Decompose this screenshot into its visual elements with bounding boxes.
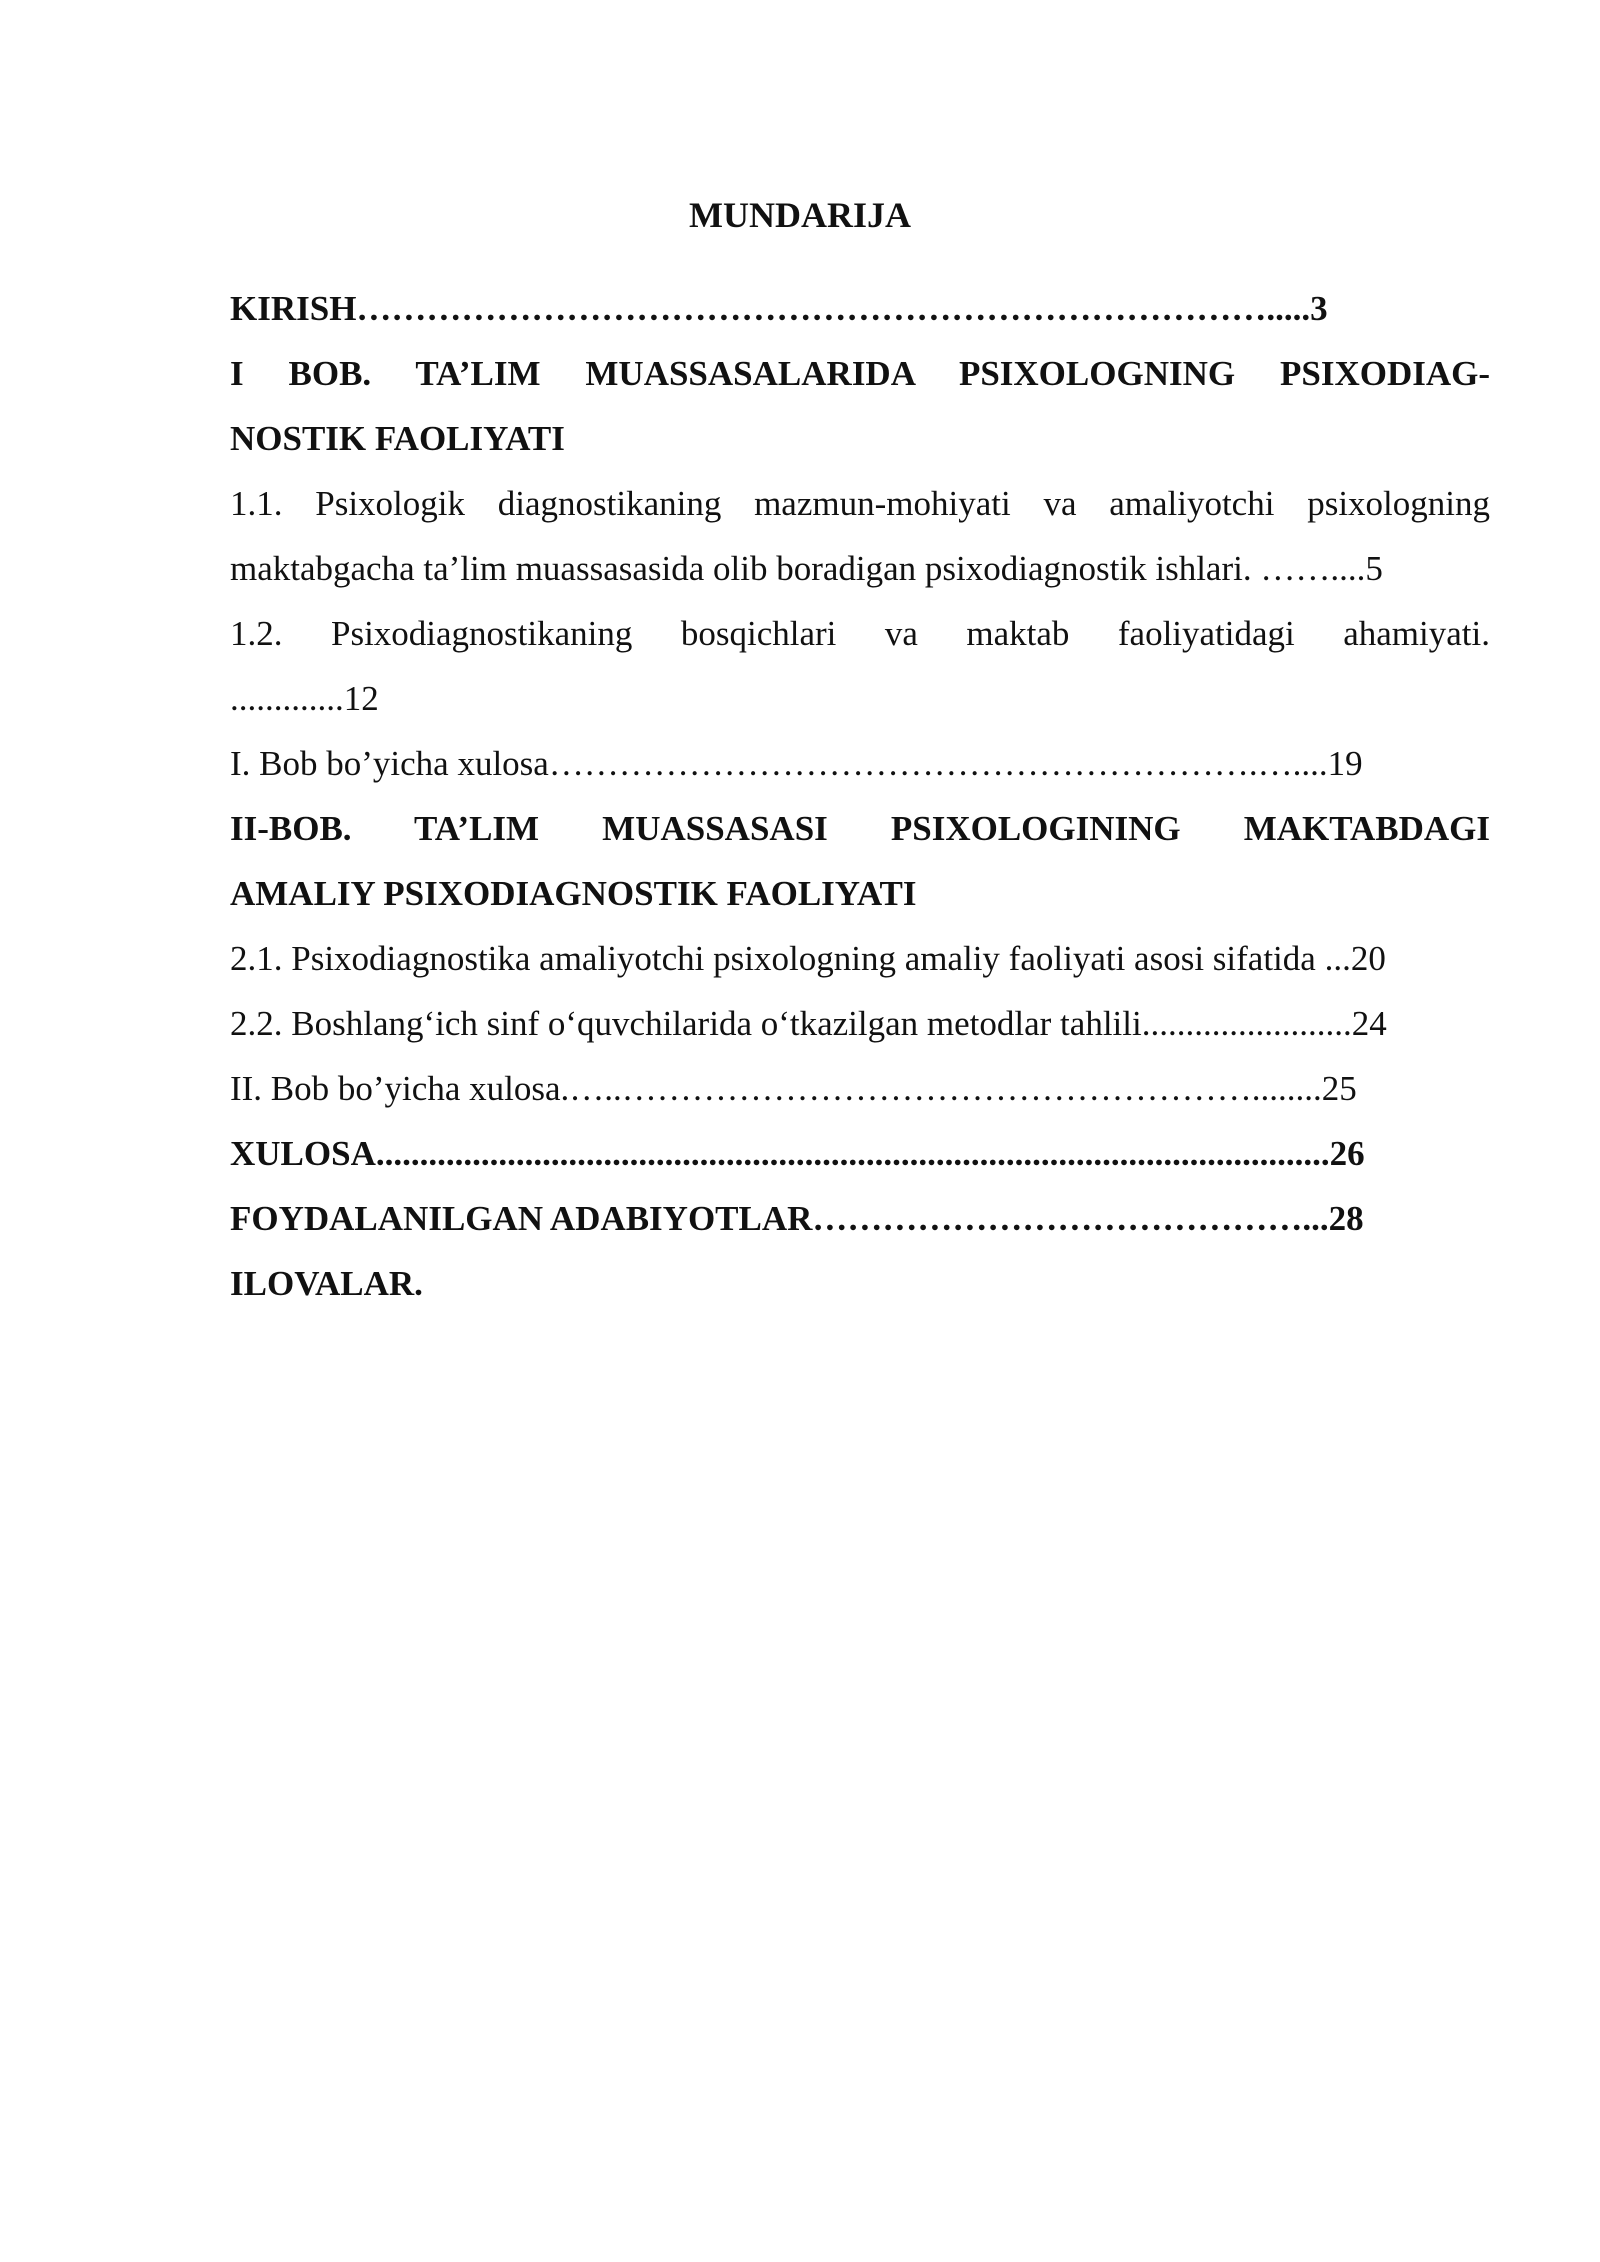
toc-section-1-1-line-1: 1.1. Psixologik diagnostikaning mazmun-mohiyati va amaliyotchi psixologning xyxy=(230,484,1490,523)
table-of-contents xyxy=(230,276,1490,1316)
toc-chapter-1-conclusion: I. Bob bo’yicha xulosa…………………………………………………….…....19 xyxy=(230,744,1363,783)
toc-entry-xulosa: XULOSA.............................................................................................................26 xyxy=(230,1134,1365,1173)
toc-section-1-1-line-2: maktabgacha ta’lim muassasasida olib boradigan psixodiagnostik ishlari. ……....5 xyxy=(230,549,1383,588)
toc-chapter-2-conclusion: II. Bob bo’yicha xulosa.…..………………………………………………........25 xyxy=(230,1069,1357,1108)
toc-chapter-2-heading-line-1: II-BOB. TA’LIM MUASSASASI PSIXOLOGINING MAKTABDAGI xyxy=(230,809,1490,848)
toc-chapter-2-heading-line-2: AMALIY PSIXODIAGNOSTIK FAOLIYATI xyxy=(230,874,917,913)
page-title: MUNDARIJA xyxy=(689,195,911,235)
toc-section-2-1: 2.1. Psixodiagnostika amaliyotchi psixologning amaliy faoliyati asosi sifatida ...20 xyxy=(230,939,1386,978)
toc-entry-appendices: ILOVALAR. xyxy=(230,1264,423,1303)
toc-entry-kirish: KIRISH…………………………………………………………………….....3 xyxy=(230,289,1328,328)
toc-entry-references: FOYDALANILGAN ADABIYOTLAR……………………………………...28 xyxy=(230,1199,1364,1238)
toc-chapter-1-heading-line-1: I BOB. TA’LIM MUASSASALARIDA PSIXOLOGNING PSIXODIAG- xyxy=(230,354,1490,393)
toc-section-1-2-line-2: .............12 xyxy=(230,679,379,718)
toc-chapter-1-heading-line-2: NOSTIK FAOLIYATI xyxy=(230,419,565,458)
toc-section-2-2: 2.2. Boshlang‘ich sinf o‘quvchilarida o‘tkazilgan metodlar tahlili........................24 xyxy=(230,1004,1387,1043)
toc-section-1-2-line-1: 1.2. Psixodiagnostikaning bosqichlari va maktab faoliyatidagi ahamiyati. xyxy=(230,614,1490,653)
